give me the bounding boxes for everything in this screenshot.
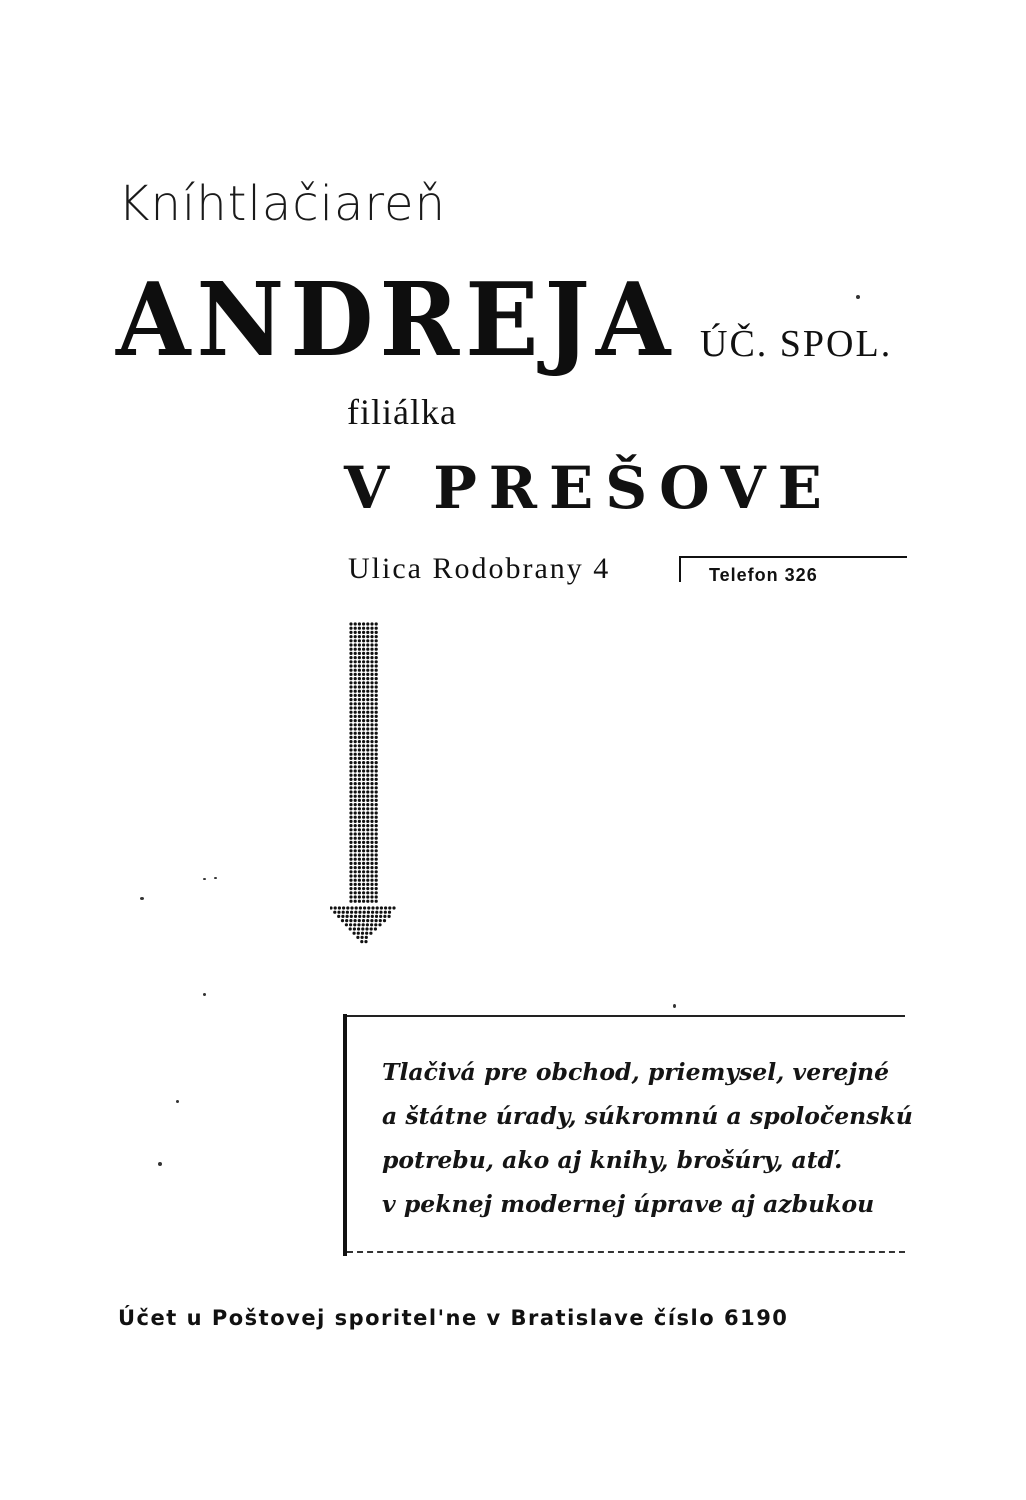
company-suffix: ÚČ. SPOL. xyxy=(700,323,893,365)
dotted-down-arrow-icon xyxy=(330,618,400,948)
services-text xyxy=(382,1050,913,1226)
print-speck xyxy=(140,897,144,900)
company-name: ANDREJA xyxy=(116,260,677,380)
city-heading: V PREŠOVE xyxy=(344,454,834,522)
services-line: Tlačivá pre obchod, priemysel, verejné xyxy=(382,1058,890,1086)
services-box-bottom-rule xyxy=(347,1251,905,1253)
print-speck xyxy=(176,1100,179,1103)
services-line: a štátne úrady, súkromnú a spoločenskú xyxy=(382,1102,913,1130)
branch-label: filiálka xyxy=(347,392,457,432)
print-speck xyxy=(158,1162,162,1166)
phone-rule-tick xyxy=(679,556,681,582)
street-address: Ulica Rodobrany 4 xyxy=(348,552,611,585)
services-line: v peknej modernej úprave aj azbukou xyxy=(382,1190,875,1218)
phone-number: Telefon 326 xyxy=(709,565,818,585)
printing-house-label: Kníhtlačiareň xyxy=(118,176,446,232)
services-box-left-bar xyxy=(343,1014,347,1256)
print-speck xyxy=(214,877,217,879)
services-line: potrebu, ako aj knihy, brošúry, atď. xyxy=(382,1146,843,1174)
services-box-top-rule xyxy=(347,1015,905,1017)
phone-rule xyxy=(679,556,907,558)
bank-account-line: Účet u Poštovej sporitel'ne v Bratislave číslo 6190 xyxy=(118,1306,789,1330)
print-speck xyxy=(203,878,206,880)
print-speck xyxy=(856,295,860,299)
print-speck xyxy=(203,993,206,996)
print-speck xyxy=(673,1004,676,1008)
